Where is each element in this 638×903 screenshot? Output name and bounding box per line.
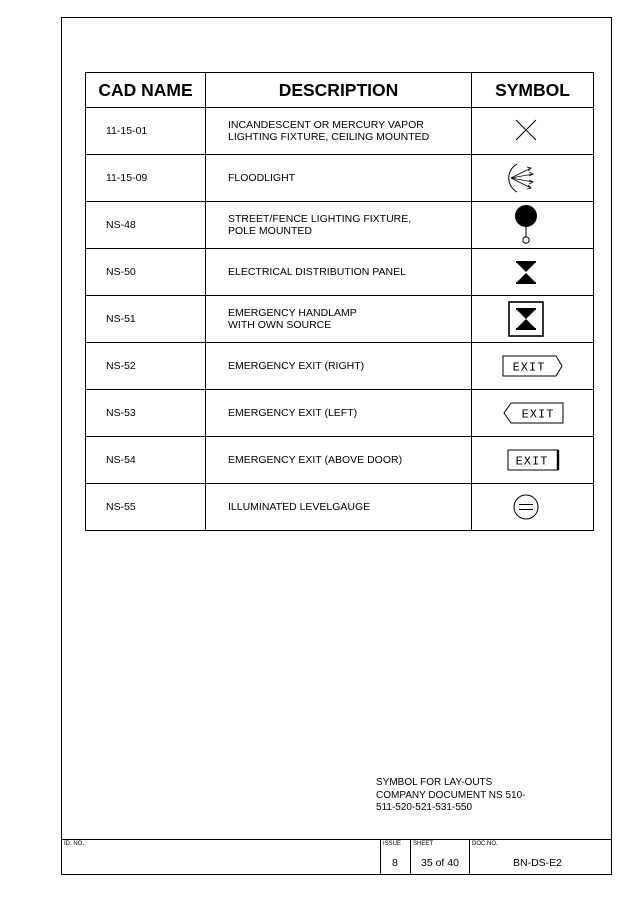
- cad-name-cell: NS-50: [86, 249, 206, 296]
- description-line: POLE MOUNTED: [228, 225, 313, 237]
- symbol-cell: [472, 484, 594, 531]
- pole-light-icon: [473, 203, 593, 247]
- table-row: [86, 108, 594, 155]
- description-cell: [206, 155, 472, 202]
- symbol-cell: [472, 108, 594, 155]
- symbol-cell: [472, 155, 594, 202]
- title-line: COMPANY DOCUMENT NS 510-: [376, 789, 526, 801]
- cad-name-cell: NS-52: [86, 343, 206, 390]
- description-cell: [206, 202, 472, 249]
- exit-label: EXIT: [521, 407, 555, 422]
- description-line: STREET/FENCE LIGHTING FIXTURE,: [228, 212, 412, 225]
- symbol-cell: [472, 343, 594, 390]
- sheet-label: SHEET: [413, 841, 434, 847]
- description-cell: [206, 108, 472, 155]
- cad-name-cell: NS-54: [86, 437, 206, 484]
- symbol-cell: [472, 296, 594, 343]
- header-symbol: SYMBOL: [472, 73, 594, 108]
- description-cell: [206, 296, 472, 343]
- description-line: ILLUMINATED LEVELGAUGE: [228, 500, 371, 513]
- cad-name-cell: NS-53: [86, 390, 206, 437]
- description-cell: [206, 484, 472, 531]
- floodlight-icon: [473, 156, 593, 200]
- cad-name-cell: NS-48: [86, 202, 206, 249]
- footer-divider: [469, 839, 470, 875]
- title-line: SYMBOL FOR LAY-OUTS: [376, 777, 493, 788]
- description-line: ELECTRICAL DISTRIBUTION PANEL: [228, 265, 406, 278]
- symbol-table: [85, 72, 594, 531]
- level-gauge-icon: [473, 485, 593, 529]
- title-line: 511-520-521-531-550: [376, 802, 473, 813]
- table-row: [86, 343, 594, 390]
- exit-left-icon: [473, 391, 593, 435]
- description-cell: [206, 249, 472, 296]
- footer-divider: [410, 839, 411, 875]
- title-block: [376, 777, 525, 815]
- description-line: EMERGENCY EXIT (LEFT): [228, 406, 358, 419]
- footer-divider: [61, 839, 612, 840]
- exit-label: EXIT: [512, 360, 546, 375]
- table-row: [86, 249, 594, 296]
- cad-name-cell: 11-15-01: [86, 108, 206, 155]
- table-row: [86, 202, 594, 249]
- symbol-cell: [472, 390, 594, 437]
- footer-divider: [380, 839, 381, 875]
- boxed-hourglass-icon: [473, 297, 593, 341]
- description-line: WITH OWN SOURCE: [228, 319, 332, 331]
- footer-block: [61, 839, 612, 875]
- x-cross-icon: [473, 109, 593, 153]
- description-line: EMERGENCY EXIT (ABOVE DOOR): [228, 453, 403, 466]
- symbol-cell: [472, 202, 594, 249]
- header-description: DESCRIPTION: [206, 73, 472, 108]
- table-row: [86, 484, 594, 531]
- doc-no-label: DOC.NO.: [472, 841, 498, 847]
- exit-label: EXIT: [515, 454, 549, 469]
- table-row: [86, 390, 594, 437]
- cad-name-cell: NS-51: [86, 296, 206, 343]
- issue-value: 8: [392, 857, 398, 869]
- description-cell: [206, 437, 472, 484]
- description-line: INCANDESCENT OR MERCURY VAPOR: [228, 118, 424, 131]
- table-row: [86, 296, 594, 343]
- cad-name-cell: 11-15-09: [86, 155, 206, 202]
- exit-right-icon: [473, 344, 593, 388]
- doc-no-value: BN-DS-E2: [513, 857, 563, 869]
- description-line: FLOODLIGHT: [228, 171, 296, 184]
- issue-label: ISSUE: [383, 841, 402, 847]
- description-line: LIGHTING FIXTURE, CEILING MOUNTED: [228, 131, 430, 143]
- cad-name-cell: NS-55: [86, 484, 206, 531]
- description-line: EMERGENCY EXIT (RIGHT): [228, 359, 365, 372]
- description-cell: [206, 343, 472, 390]
- id-no-label: ID. NO.: [64, 841, 85, 847]
- description-cell: [206, 390, 472, 437]
- hourglass-icon: [473, 250, 593, 294]
- exit-above-door-icon: [473, 438, 593, 482]
- table-row: [86, 155, 594, 202]
- description-line: EMERGENCY HANDLAMP: [228, 306, 357, 319]
- header-cad-name: CAD NAME: [86, 73, 206, 108]
- symbol-cell: [472, 249, 594, 296]
- table-row: [86, 437, 594, 484]
- symbol-cell: [472, 437, 594, 484]
- sheet-value: 35 of 40: [421, 857, 459, 869]
- table-header-row: [86, 73, 594, 108]
